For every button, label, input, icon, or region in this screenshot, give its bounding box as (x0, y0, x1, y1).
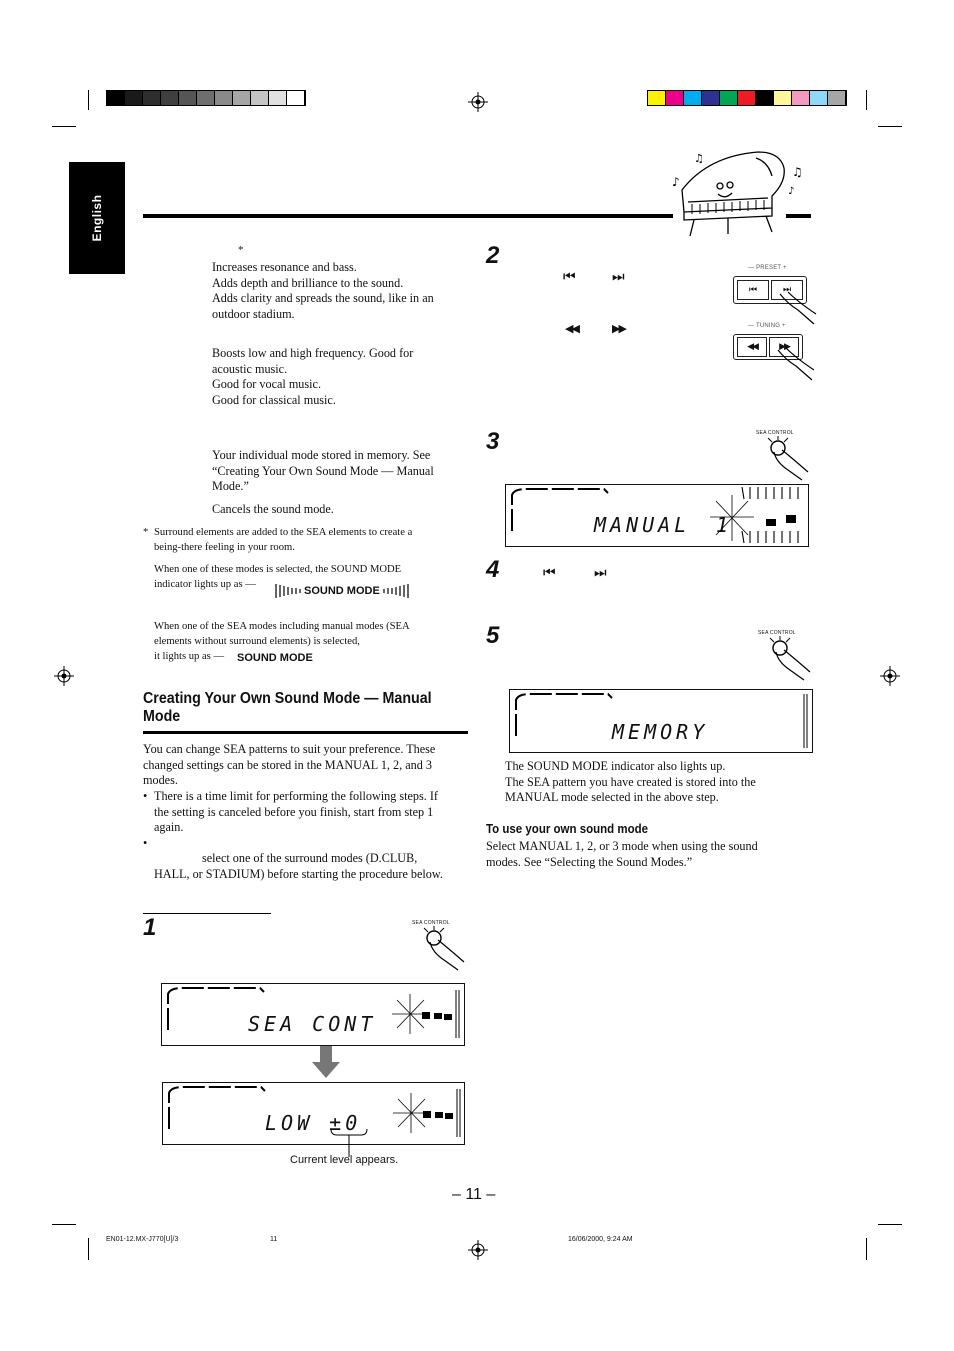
bullet-list (143, 789, 468, 883)
crop-mark-br-v (866, 1238, 867, 1260)
color-swatch (269, 91, 287, 105)
footer-page: 11 (270, 1236, 278, 1243)
color-swatch (107, 91, 125, 105)
crop-mark-br-h (878, 1224, 902, 1225)
finger-press-icon (778, 290, 818, 326)
sea-mode-descriptions (212, 260, 462, 322)
desc-line: Adds depth and brilliance to the sound. (212, 275, 404, 290)
bullet-line: the setting is canceled before you finish, start from step 1 (154, 804, 434, 819)
step-3-number: 3 (486, 428, 500, 455)
step-3-display (505, 484, 809, 547)
color-swatch-row (648, 91, 846, 105)
bullet-line: select one of the surround modes (D.CLUB, (202, 851, 418, 866)
crop-mark-tl-v (88, 90, 89, 110)
tuning-label: — TUNING + (748, 323, 786, 329)
display-text: SEA CONT (248, 1012, 377, 1036)
crop-mark-bl-h (52, 1224, 76, 1225)
step-5-number: 5 (486, 622, 500, 649)
intro-line: You can change SEA patterns to suit your preference. These (143, 742, 436, 756)
color-swatch (233, 91, 251, 105)
wave-left-icon (274, 583, 302, 599)
color-swatch (720, 91, 738, 105)
bullet-line: There is a time limit for performing the following steps. If (154, 789, 438, 803)
sea-mode-descriptions-2 (212, 346, 462, 408)
display-text: MANUAL (594, 513, 691, 537)
step-4-prev-symbol: ⏮ (543, 564, 556, 580)
step-2-prev-symbol: ⏮ (563, 268, 576, 284)
desc-line: Good for vocal music. (212, 377, 321, 392)
color-swatch (215, 91, 233, 105)
desc-line: Good for classical music. (212, 392, 336, 407)
svg-text:♪: ♪ (788, 186, 795, 197)
desc-line: Adds clarity and spreads the sound, like in an (212, 291, 434, 306)
desc-line: Boosts low and high frequency. Good for (212, 346, 414, 360)
display-text: LOW ±0 (265, 1111, 362, 1135)
language-tab (69, 162, 125, 274)
desc-line: outdoor stadium. (212, 306, 295, 321)
grey-swatch-row (107, 91, 305, 105)
desc-line: “Creating Your Own Sound Mode — Manual (212, 463, 434, 478)
level-meter-icon (387, 1087, 463, 1141)
down-arrow-icon (312, 1046, 340, 1078)
desc-line: Increases resonance and bass. (212, 260, 357, 274)
sound-mode-indicator-label: SOUND MODE (304, 585, 380, 597)
color-swatch (738, 91, 756, 105)
bullet-line: again. (154, 820, 184, 835)
step-2-rew-symbol: ◀◀ (565, 323, 578, 335)
display-arc (510, 690, 620, 740)
step-3-sea-control-button[interactable] (754, 430, 814, 482)
display-digit: 1 (716, 513, 733, 537)
text-line: The SOUND MODE indicator also lights up. (505, 759, 726, 773)
preset-up-button[interactable]: ⏭ (771, 280, 803, 300)
intro-line: changed settings can be stored in the MANUAL 1, 2, and 3 (143, 757, 432, 772)
note-line: elements without surround elements) is selected, (154, 636, 360, 647)
section-title (143, 690, 442, 726)
desc-line: Mode.” (212, 479, 249, 494)
section-title-line: Creating Your Own Sound Mode — Manual (143, 690, 432, 707)
note-line: it lights up as — (154, 651, 225, 662)
svg-text:♪: ♪ (672, 175, 680, 189)
language-tab-label: English (90, 194, 104, 242)
step-1-display-2 (162, 1082, 465, 1145)
bullet-line (154, 836, 443, 852)
display-text: MEMORY (612, 720, 709, 744)
finger-press-icon (418, 926, 472, 972)
sound-mode-indicator-sea: SOUND MODE (237, 652, 313, 664)
footnote (143, 525, 463, 555)
step-5-sea-control-button[interactable] (756, 630, 816, 682)
bullet: • (143, 835, 148, 850)
crop-mark-bl-v (88, 1238, 89, 1260)
color-swatch (828, 91, 846, 105)
color-swatch (648, 91, 666, 105)
section-intro (143, 742, 468, 789)
step-1-display-1 (161, 983, 465, 1046)
display-arc (163, 1083, 273, 1133)
button-label: SEA CONTROL (756, 430, 794, 436)
color-swatch (702, 91, 720, 105)
manual-mode-description (212, 448, 462, 495)
crop-mark-tl-h (52, 126, 76, 127)
color-swatch (756, 91, 774, 105)
color-swatch (197, 91, 215, 105)
tuning-down-button[interactable]: ◀◀ (737, 337, 767, 357)
registration-target-bottom (468, 1240, 488, 1260)
desc-line: Your individual mode stored in memory. See (212, 448, 431, 462)
button-label: SEA CONTROL (412, 920, 450, 926)
step-4-number: 4 (486, 556, 500, 583)
piano-mascot-icon (668, 146, 814, 242)
color-swatch (684, 91, 702, 105)
text-line: The SEA pattern you have created is stored into the (505, 774, 756, 789)
subsection-title: To use your own sound mode (486, 822, 649, 836)
callout-bracket (329, 1127, 369, 1157)
section-rule (143, 731, 468, 734)
color-swatch (143, 91, 161, 105)
step-1-caption: Current level appears. (290, 1154, 399, 1166)
surround-asterisk: * (238, 244, 244, 256)
finger-press-icon (762, 436, 816, 482)
after-memory-text (505, 759, 805, 806)
note-line: indicator lights up as — (154, 579, 256, 590)
step-2-ff-symbol: ▶▶ (612, 323, 625, 335)
note-line: When one of the SEA modes including manual modes (SEA (154, 621, 410, 632)
color-swatch (666, 91, 684, 105)
off-mode-description: Cancels the sound mode. (212, 502, 334, 516)
text-line: Select MANUAL 1, 2, or 3 mode when using the sound (486, 839, 758, 853)
step-1-number: 1 (143, 914, 157, 941)
step-5-display (509, 689, 813, 753)
preset-down-button[interactable]: ⏮ (737, 280, 769, 300)
color-swatch (810, 91, 828, 105)
step-2-number: 2 (486, 242, 500, 269)
finger-press-icon (776, 346, 816, 382)
text-line: modes. See “Selecting the Sound Modes.” (486, 854, 693, 869)
footer-date: 16/06/2000, 9:24 AM (568, 1236, 633, 1243)
registration-target-top (468, 92, 488, 112)
text-line: MANUAL mode selected in the above step. (505, 790, 719, 805)
step-1-sea-control-button[interactable] (410, 920, 470, 972)
color-swatch (251, 91, 269, 105)
footnote-line: Surround elements are added to the SEA elements to create a (154, 527, 413, 538)
grey-scale-bar (106, 90, 306, 106)
footer-file: EN01-12.MX-J770[U]/3 (106, 1236, 179, 1243)
intro-line: modes. (143, 773, 178, 788)
page-number: – 11 – (452, 1186, 496, 1203)
color-bar (647, 90, 847, 106)
preset-label: — PRESET + (748, 265, 787, 271)
color-swatch (792, 91, 810, 105)
color-swatch (125, 91, 143, 105)
color-swatch (179, 91, 197, 105)
wave-right-icon (382, 583, 410, 599)
desc-line: acoustic music. (212, 361, 288, 376)
color-swatch (774, 91, 792, 105)
registration-target-right (880, 666, 900, 686)
note-line: When one of these modes is selected, the SOUND MODE (154, 564, 402, 575)
button-label: SEA CONTROL (758, 630, 796, 636)
crop-mark-tr-v (866, 90, 867, 110)
header-rule (143, 214, 673, 218)
tuning-up-button[interactable]: ▶▶ (769, 337, 799, 357)
procedure-rule (143, 913, 271, 914)
svg-text:♫: ♫ (694, 152, 704, 165)
subsection-text (486, 839, 806, 870)
color-swatch (161, 91, 179, 105)
sound-mode-indicator-surround (274, 582, 410, 600)
section-title-line: Mode (143, 708, 181, 725)
footnote-line: being-there feeling in your room. (154, 542, 295, 553)
level-meter-icon (386, 988, 462, 1042)
crop-mark-tr-h (878, 126, 902, 127)
step-2-next-symbol: ⏭ (612, 268, 625, 284)
level-meter-icon (702, 485, 806, 545)
bullet: • (143, 789, 148, 803)
registration-target-left (54, 666, 74, 686)
level-bar-icon (802, 692, 810, 750)
bullet-line: HALL, or STADIUM) before starting the procedure below. (154, 866, 443, 881)
finger-press-icon (764, 636, 818, 682)
step-4-next-symbol: ⏭ (594, 564, 607, 580)
color-swatch (287, 91, 305, 105)
footnote-marker: * (143, 527, 149, 538)
svg-text:♫: ♫ (792, 165, 803, 179)
